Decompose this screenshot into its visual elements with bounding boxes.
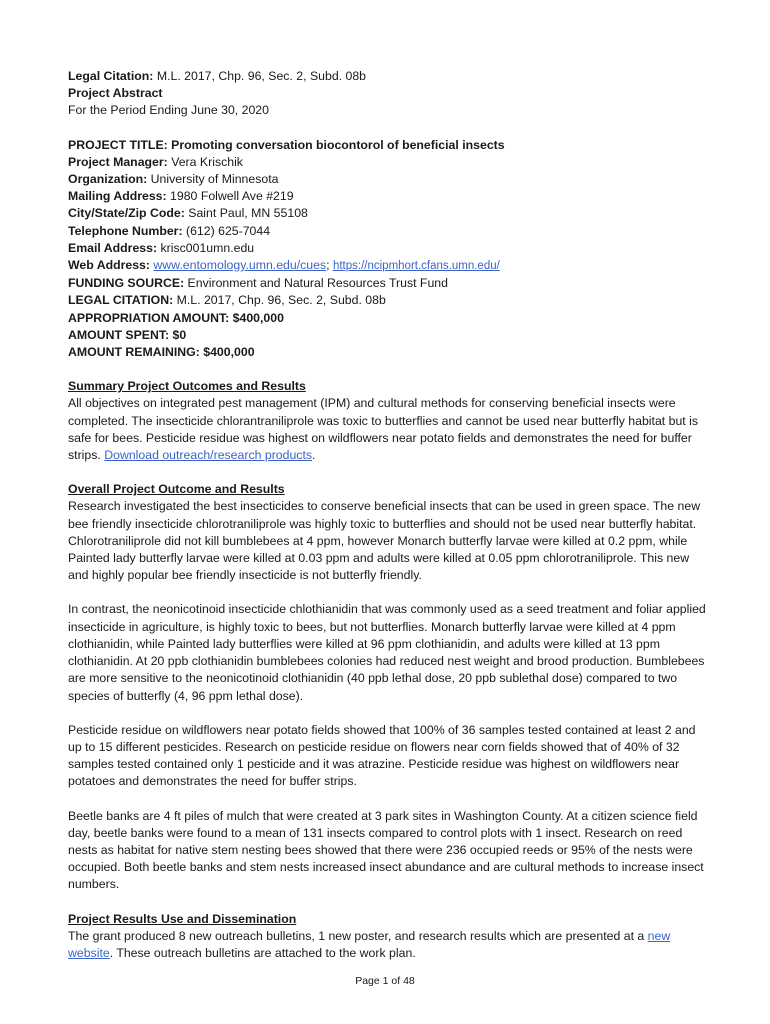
city-state-zip-value: Saint Paul, MN 55108 — [184, 206, 308, 221]
legal-citation-line — [68, 68, 708, 85]
dissemination-text: The grant produced 8 new outreach bulletins, 1 new poster, and research results which are presented at a — [68, 928, 648, 943]
web-address-line — [68, 257, 708, 275]
overall-paragraph-1: Research investigated the best insecticides to conserve beneficial insects that can be used in green space. The new bee friendly insecticide chlorotraniliprole was highly toxic to butterflies and should not be used near butterfly habitat. Chlorotraniliprole did not kill bumblebees at 4 ppm, however Monarch butterfly larvae were killed at 0.2 ppm, while Painted lady butterfly larvae were killed at 0.03 ppm and adults were killed at 0.05 ppm chlorotraniliprole. This new and highly popular bee friendly insecticide is not butterfly friendly. — [68, 499, 701, 583]
email-value: krisc001umn.edu — [157, 240, 255, 255]
overall-paragraph-3: Pesticide residue on wildflowers near potato fields showed that 100% of 36 samples tested contained at least 2 and up to 15 different pesticides. Research on pesticide residue on flowers near corn fields showed that of 40% of 32 samples tested contained only 1 pesticide and it was atrazine. Pesticide residue was highest on wildflowers near potatoes and demonstrates the need for buffer strips. — [68, 722, 696, 789]
amount-remaining: AMOUNT REMAINING: $400,000 — [68, 345, 255, 360]
organization-value: University of Minnesota — [147, 172, 279, 187]
city-state-zip-line — [68, 205, 708, 222]
web-link-separator: ; — [326, 258, 333, 273]
web-link-entomology[interactable]: www.entomology.umn.edu/cues — [153, 258, 327, 273]
project-manager-label: Project Manager: — [68, 154, 168, 169]
telephone-value: (612) 625-7044 — [182, 223, 271, 238]
legal-citation-label: Legal Citation: — [68, 69, 154, 83]
funding-source-value: Environment and Natural Resources Trust Fund — [184, 276, 448, 291]
summary-paragraph — [68, 395, 708, 464]
dissemination-paragraph — [68, 928, 708, 962]
project-title-label: PROJECT TITLE: — [68, 137, 168, 152]
web-address-label: Web Address: — [68, 258, 150, 273]
legal-citation-value: M.L. 2017, Chp. 96, Sec. 2, Subd. 08b — [153, 69, 367, 83]
legal-citation-2-label: LEGAL CITATION: — [68, 293, 174, 308]
summary-text: All objectives on integrated pest management (IPM) and cultural methods for conserving beneficial insects were completed. The insecticide chlorantraniliprole was toxic to butterflies and cannot be used near butterfly habitat but is safe for bees. Pesticide residue was highest on wildflowers near potato fields and demonstrates the need for buffer strips. — [68, 396, 699, 463]
telephone-line — [68, 223, 708, 240]
period-line: For the Period Ending June 30, 2020 — [68, 103, 269, 118]
document-page — [68, 68, 708, 962]
abstract-title: Project Abstract — [68, 86, 163, 101]
legal-citation-2-line — [68, 292, 708, 309]
mailing-address-value: 1980 Folwell Ave #219 — [166, 189, 294, 204]
overall-paragraph-4: Beetle banks are 4 ft piles of mulch that were created at 3 park sites in Washington County. At a citizen science field day, beetle banks were found to a mean of 131 insects compared to control plots with 1 insect. Research on reed nests as habitat for native stem nesting bees showed that there were 236 occupied reeds or 95% of the nests were occupied. Both beetle banks and stem nests increased insect abundance and are cultural methods to increase insect numbers. — [68, 808, 704, 892]
page-number: Page 1 of 48 — [355, 975, 415, 987]
legal-citation-2-value: M.L. 2017, Chp. 96, Sec. 2, Subd. 08b — [173, 293, 386, 308]
download-products-link[interactable]: Download outreach/research products — [104, 448, 313, 463]
telephone-label: Telephone Number: — [68, 223, 183, 238]
project-manager-line — [68, 154, 708, 171]
organization-line — [68, 171, 708, 188]
dissemination-tail: . These outreach bulletins are attached to the work plan. — [109, 945, 416, 960]
funding-source-label: FUNDING SOURCE: — [68, 276, 185, 291]
funding-source-line — [68, 275, 708, 292]
mailing-address-label: Mailing Address: — [68, 189, 167, 204]
project-title-line — [68, 137, 708, 154]
email-line — [68, 240, 708, 257]
overall-heading: Overall Project Outcome and Results — [68, 482, 285, 497]
amount-spent: AMOUNT SPENT: $0 — [68, 327, 187, 342]
mailing-address-line — [68, 188, 708, 205]
email-label: Email Address: — [68, 240, 158, 255]
summary-tail: . — [312, 448, 316, 463]
dissemination-heading: Project Results Use and Dissemination — [68, 911, 297, 926]
summary-heading: Summary Project Outcomes and Results — [68, 379, 306, 394]
web-link-ncipmhort[interactable]: https://ncipmhort.cfans.umn.edu/ — [332, 260, 500, 273]
new-website-link[interactable]: new website — [68, 928, 671, 960]
overall-paragraph-2: In contrast, the neonicotinoid insecticide chlothianidin that was commonly used as a seed treatment and foliar applied insecticide in agriculture, is highly toxic to bees, but not butterflies. Monarch butterfly larvae were killed at 4 ppm clothianidin, while Painted lady butterflies were killed at 96 ppm clothianidin, and adults were killed at 13 ppm clothianidin. At 20 ppb clothianidin bumblebees colonies had reduced nest weight and brood production. Bumblebees are more sensitive to the neonicotinoid clothianidin (40 ppb lethal dose, 20 ppb sublethal dose) compared to two species of butterfly (4, 96 ppm lethal dose). — [68, 602, 706, 703]
organization-label: Organization: — [68, 172, 148, 187]
project-title-value: Promoting conversation biocontorol of beneficial insects — [167, 137, 505, 152]
city-state-zip-label: City/State/Zip Code: — [68, 206, 185, 221]
appropriation-amount: APPROPRIATION AMOUNT: $400,000 — [68, 310, 284, 325]
project-manager-value: Vera Krischik — [167, 154, 243, 169]
